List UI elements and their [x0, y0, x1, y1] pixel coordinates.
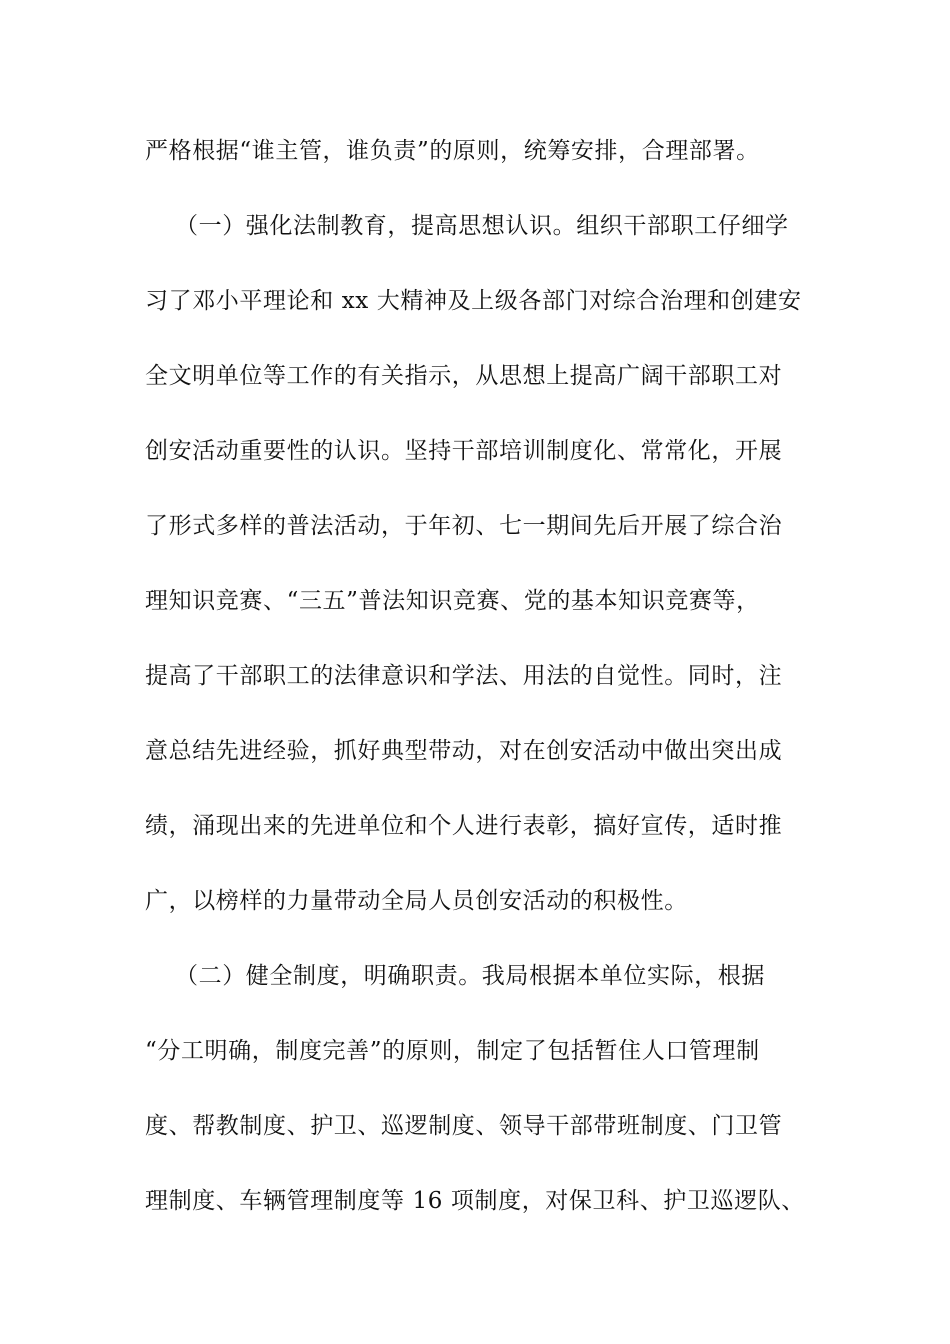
text-line: “分工明确，制度完善”的原则，制定了包括暂住人口管理制	[145, 1038, 760, 1064]
text-line: 严格根据“谁主管，谁负责”的原则，统筹安排，合理部署。	[145, 138, 760, 164]
text-line: 广，以榜样的力量带动全局人员创安活动的积极性。	[145, 888, 688, 914]
text-line: 提高了干部职工的法律意识和学法、用法的自觉性。同时，注	[145, 663, 783, 689]
text-line: 了形式多样的普法活动，于年初、七一期间先后开展了综合治	[145, 513, 783, 539]
text-line: 理知识竞赛、“三五”普法知识竞赛、党的基本知识竞赛等，	[145, 588, 760, 614]
text-line: 习了邓小平理论和 xx 大精神及上级各部门对综合治理和创建安	[145, 288, 802, 314]
text-line: 意总结先进经验，抓好典型带动，对在创安活动中做出突出成	[145, 738, 783, 764]
paragraph-heading-2: （二）健全制度，明确职责。我局根据本单位实际，根据	[175, 963, 765, 989]
text-line: 创安活动重要性的认识。坚持干部培训制度化、常常化，开展	[145, 438, 783, 464]
text-line: 全文明单位等工作的有关指示，从思想上提高广阔干部职工对	[145, 363, 783, 389]
text-line: 度、帮教制度、护卫、巡逻制度、领导干部带班制度、门卫管	[145, 1113, 783, 1139]
text-line: 绩，涌现出来的先进单位和个人进行表彰，搞好宣传，适时推	[145, 813, 783, 839]
text-line: 理制度、车辆管理制度等 16 项制度，对保卫科、护卫巡逻队、	[145, 1188, 805, 1214]
paragraph-heading-1: （一）强化法制教育，提高思想认识。组织干部职工仔细学	[175, 213, 789, 239]
